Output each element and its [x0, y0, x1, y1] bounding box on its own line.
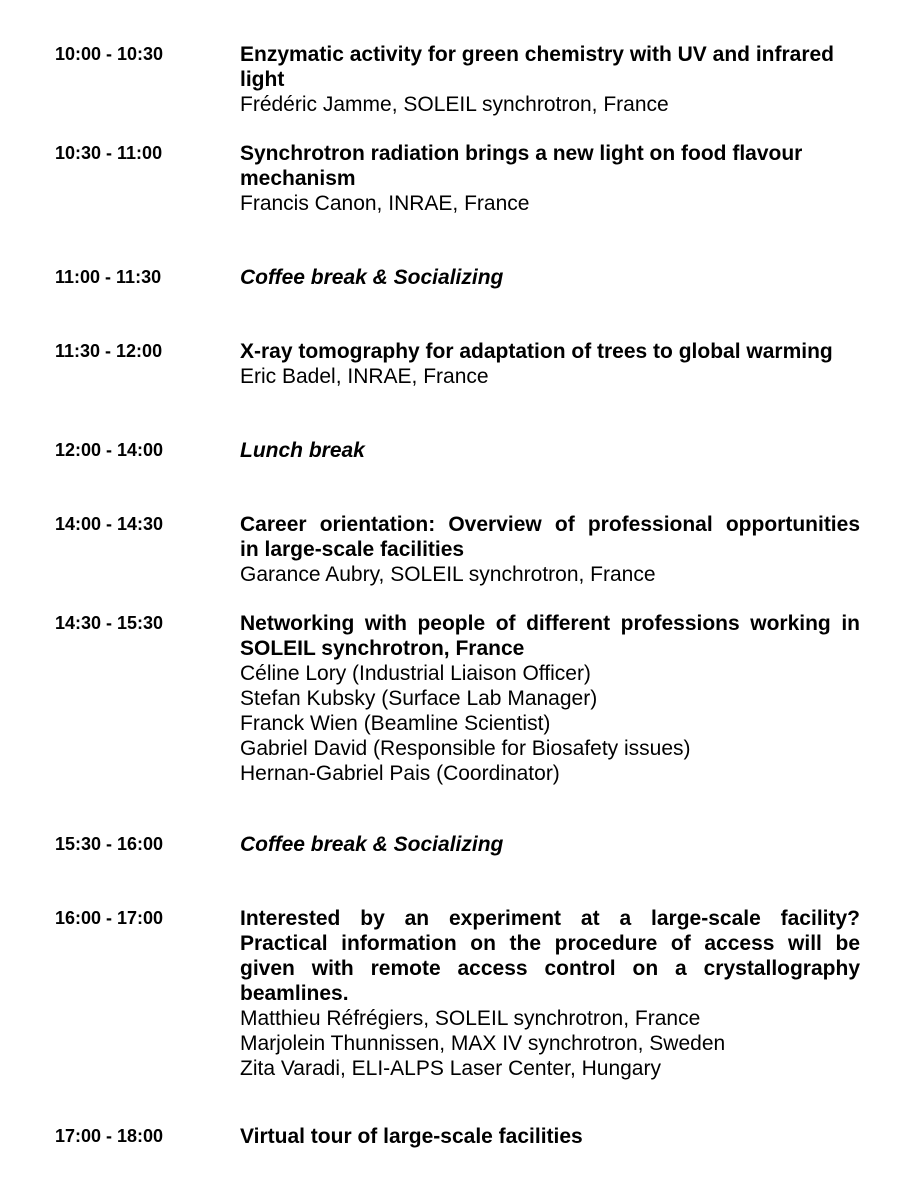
schedule-row: [55, 512, 862, 587]
time-range: 15:30 - 16:00: [55, 834, 164, 854]
event-title: [240, 339, 860, 364]
schedule-row: [55, 906, 862, 1081]
speaker-line: Franck Wien (Beamline Scientist): [240, 712, 551, 735]
speaker-line: Stefan Kubsky (Surface Lab Manager): [240, 687, 598, 710]
time-range: 11:30 - 12:00: [55, 341, 163, 361]
break-title: [240, 832, 860, 857]
time-range: 14:30 - 15:30: [55, 613, 164, 633]
event-title-line: Career orientation: Overview of professional opportunities: [240, 513, 860, 536]
break-title-line: Coffee break & Socializing: [240, 266, 504, 289]
event-entry: [240, 832, 860, 857]
event-title-line: beamlines.: [240, 982, 349, 1005]
event-title: [240, 611, 860, 661]
event-title-line: Synchrotron radiation brings a new light on food flavour: [240, 142, 803, 165]
event-title-line: SOLEIL synchrotron, France: [240, 637, 525, 660]
event-title-line: in large-scale facilities: [240, 538, 465, 561]
speaker-line: Gabriel David (Responsible for Biosafety issues): [240, 737, 691, 760]
event-title: [240, 906, 860, 1006]
event-entry: [240, 339, 860, 389]
event-title-line: given with remote access control on a crystallography: [240, 957, 860, 980]
time-range: 17:00 - 18:00: [55, 1126, 164, 1146]
speaker-line: Céline Lory (Industrial Liaison Officer): [240, 662, 591, 685]
event-title: [240, 512, 860, 562]
event-title-line: Practical information on the procedure of access will be: [240, 932, 860, 955]
event-title: [240, 42, 860, 92]
event-title-line: light: [240, 68, 285, 91]
time-range: 11:00 - 11:30: [55, 267, 162, 287]
break-title: [240, 265, 860, 290]
speaker-line: Zita Varadi, ELI-ALPS Laser Center, Hungary: [240, 1057, 661, 1080]
schedule-row: [55, 611, 862, 786]
event-title-line: mechanism: [240, 167, 356, 190]
event-title-line: Networking with people of different professions working in: [240, 612, 860, 635]
schedule-row: [55, 832, 862, 857]
event-title-line: Interested by an experiment at a large-scale facility?: [240, 907, 860, 930]
schedule-row: [55, 265, 862, 290]
event-entry: [240, 1124, 860, 1149]
speaker-line: Francis Canon, INRAE, France: [240, 192, 530, 215]
event-entry: [240, 141, 860, 216]
schedule-row: [55, 141, 862, 216]
break-title-line: Lunch break: [240, 439, 365, 462]
event-title-line: Virtual tour of large-scale facilities: [240, 1125, 583, 1148]
speaker-line: Garance Aubry, SOLEIL synchrotron, France: [240, 563, 656, 586]
schedule-row: [55, 438, 862, 463]
event-title: [240, 1124, 860, 1149]
time-range: 10:30 - 11:00: [55, 143, 163, 163]
speaker-line: Marjolein Thunnissen, MAX IV synchrotron, Sweden: [240, 1032, 726, 1055]
time-range: 12:00 - 14:00: [55, 440, 164, 460]
event-entry: [240, 611, 860, 786]
event-entry: [240, 512, 860, 587]
event-entry: [240, 438, 860, 463]
event-entry: [240, 265, 860, 290]
schedule-row: [55, 42, 862, 117]
speaker-line: Matthieu Réfrégiers, SOLEIL synchrotron, France: [240, 1007, 701, 1030]
break-title: [240, 438, 860, 463]
event-title-line: Enzymatic activity for green chemistry with UV and infrared: [240, 43, 834, 66]
time-range: 10:00 - 10:30: [55, 44, 164, 64]
time-range: 14:00 - 14:30: [55, 514, 164, 534]
time-range: 16:00 - 17:00: [55, 908, 164, 928]
schedule-row: [55, 1124, 862, 1149]
break-title-line: Coffee break & Socializing: [240, 833, 504, 856]
speaker-line: Hernan-Gabriel Pais (Coordinator): [240, 762, 560, 785]
speaker-line: Frédéric Jamme, SOLEIL synchrotron, France: [240, 93, 669, 116]
schedule-row: [55, 339, 862, 389]
event-title-line: X-ray tomography for adaptation of trees to global warming: [240, 340, 833, 363]
speaker-line: Eric Badel, INRAE, France: [240, 365, 489, 388]
event-entry: [240, 42, 860, 117]
event-title: [240, 141, 860, 191]
event-entry: [240, 906, 860, 1081]
